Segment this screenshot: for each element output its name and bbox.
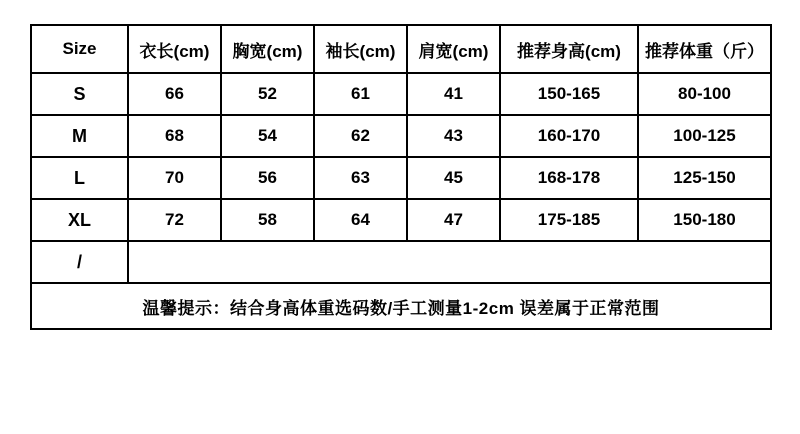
- cell-size: L: [31, 157, 128, 199]
- table-row-empty: [31, 241, 771, 283]
- table-header-row: [31, 25, 771, 73]
- cell-recommended-height: 150-165: [500, 73, 638, 115]
- cell-chest-width: 54: [221, 115, 314, 157]
- cell-size: S: [31, 73, 128, 115]
- cell-chest-width: 58: [221, 199, 314, 241]
- table-row: [31, 157, 771, 199]
- cell-recommended-weight: 125-150: [638, 157, 771, 199]
- cell-size: M: [31, 115, 128, 157]
- cell-sleeve-length: 61: [314, 73, 407, 115]
- size-chart-note: 温馨提示：结合身高体重选码数/手工测量1-2cm 误差属于正常范围: [31, 283, 771, 329]
- cell-recommended-weight: 80-100: [638, 73, 771, 115]
- column-header-sleeve-length: 袖长(cm): [314, 25, 407, 73]
- cell-shoulder-width: 43: [407, 115, 500, 157]
- cell-length: 66: [128, 73, 221, 115]
- column-header-chest-width: 胸宽(cm): [221, 25, 314, 73]
- cell-length: 68: [128, 115, 221, 157]
- cell-recommended-weight: 150-180: [638, 199, 771, 241]
- cell-sleeve-length: 64: [314, 199, 407, 241]
- column-header-shoulder-width: 肩宽(cm): [407, 25, 500, 73]
- cell-sleeve-length: 63: [314, 157, 407, 199]
- cell-shoulder-width: 41: [407, 73, 500, 115]
- cell-empty: [128, 241, 771, 283]
- cell-length: 72: [128, 199, 221, 241]
- column-header-recommended-weight: 推荐体重（斤）: [638, 25, 771, 73]
- cell-shoulder-width: 45: [407, 157, 500, 199]
- table-row: [31, 115, 771, 157]
- column-header-size: Size: [31, 25, 128, 73]
- cell-recommended-height: 168-178: [500, 157, 638, 199]
- cell-recommended-weight: 100-125: [638, 115, 771, 157]
- cell-shoulder-width: 47: [407, 199, 500, 241]
- size-chart-container: [30, 24, 770, 330]
- cell-recommended-height: 160-170: [500, 115, 638, 157]
- table-row: [31, 73, 771, 115]
- size-chart-table: [30, 24, 772, 330]
- column-header-recommended-height: 推荐身高(cm): [500, 25, 638, 73]
- cell-recommended-height: 175-185: [500, 199, 638, 241]
- cell-size-placeholder: /: [31, 241, 128, 283]
- cell-sleeve-length: 62: [314, 115, 407, 157]
- cell-chest-width: 56: [221, 157, 314, 199]
- table-note-row: [31, 283, 771, 329]
- cell-chest-width: 52: [221, 73, 314, 115]
- cell-length: 70: [128, 157, 221, 199]
- cell-size: XL: [31, 199, 128, 241]
- table-row: [31, 199, 771, 241]
- column-header-length: 衣长(cm): [128, 25, 221, 73]
